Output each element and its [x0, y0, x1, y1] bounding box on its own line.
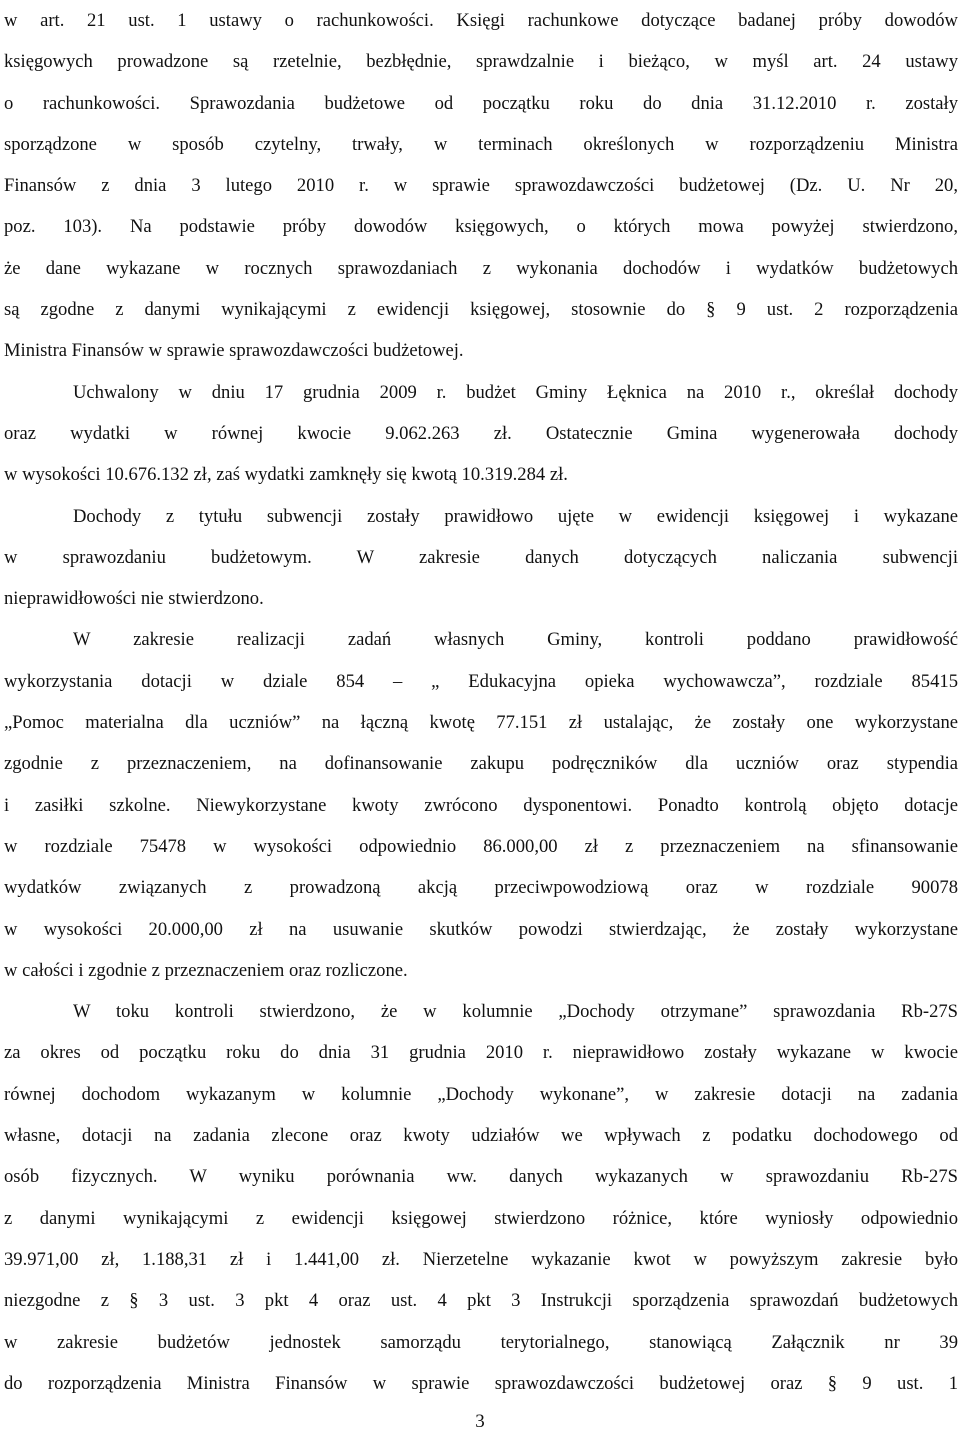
text-line-26: za okres od początku roku do dnia 31 grudnia 2010 r. nieprawidłowo zostały wykazane w kwocie: [4, 1042, 958, 1064]
text-line-15: nieprawidłowości nie stwierdzono.: [4, 588, 264, 610]
text-line-01: w art. 21 ust. 1 ustawy o rachunkowości. Księgi rachunkowe dotyczące badanej próby dowodów: [4, 10, 958, 31]
text-line-04: sporządzone w sposób czytelny, trwały, w terminach określonych w rozporządzeniu Ministra: [4, 133, 958, 155]
text-line-25: W toku kontroli stwierdzono, że w kolumnie „Dochody otrzymane” sprawozdania Rb-27S: [73, 1001, 958, 1023]
text-line-31: 39.971,00 zł, 1.188,31 zł i 1.441,00 zł. Nierzetelne wykazanie kwot w powyższym zakresie było: [4, 1248, 958, 1270]
text-line-21: w rozdziale 75478 w wysokości odpowiednio 86.000,00 zł z przeznaczeniem na sfinansowanie: [4, 835, 958, 857]
text-line-14: w sprawozdaniu budżetowym. W zakresie danych dotyczących naliczania subwencji: [4, 546, 958, 568]
text-line-20: i zasiłki szkolne. Niewykorzystane kwoty zwrócono dysponentowi. Ponadto kontrolą objęto dotacje: [4, 794, 958, 816]
text-line-19: zgodnie z przeznaczeniem, na dofinansowanie zakupu podręczników dla uczniów oraz stypendia: [4, 753, 958, 775]
text-line-02: księgowych prowadzone są rzetelnie, bezbłędnie, sprawdzalnie i bieżąco, w myśl art. 24 ustawy: [4, 51, 958, 73]
text-line-05: Finansów z dnia 3 lutego 2010 r. w sprawie sprawozdawczości budżetowej (Dz. U. Nr 20,: [4, 175, 958, 197]
text-line-28: własne, dotacji na zadania zlecone oraz kwoty udziałów we wpływach z podatku dochodowego od: [4, 1125, 958, 1147]
page-number: 3: [475, 1411, 485, 1432]
text-line-18: „Pomoc materialna dla uczniów” na łączną kwotę 77.151 zł ustalając, że zostały one wykorzystane: [4, 712, 958, 734]
document-page: [4, 0, 958, 1404]
text-line-23: w wysokości 20.000,00 zł na usuwanie skutków powodzi stwierdzając, że zostały wykorzystane: [4, 918, 958, 940]
text-line-33: w zakresie budżetów jednostek samorządu terytorialnego, stanowiącą Załącznik nr 39: [4, 1331, 958, 1353]
text-line-03: o rachunkowości. Sprawozdania budżetowe od początku roku do dnia 31.12.2010 r. zostały: [4, 92, 958, 114]
text-line-24: w całości i zgodnie z przeznaczeniem oraz rozliczone.: [4, 959, 408, 981]
text-line-12: w wysokości 10.676.132 zł, zaś wydatki zamknęły się kwotą 10.319.284 zł.: [4, 464, 568, 486]
text-line-29: osób fizycznych. W wyniku porównania ww. danych wykazanych w sprawozdaniu Rb-27S: [4, 1166, 958, 1188]
text-line-34: do rozporządzenia Ministra Finansów w sprawie sprawozdawczości budżetowej oraz § 9 ust. 1: [4, 1372, 958, 1394]
text-line-09: Ministra Finansów w sprawie sprawozdawczości budżetowej.: [4, 340, 464, 362]
text-line-30: z danymi wynikającymi z ewidencji księgowej stwierdzono różnice, które wyniosły odpowiednio: [4, 1207, 958, 1229]
text-line-27: równej dochodom wykazanym w kolumnie „Dochody wykonane”, w zakresie dotacji na zadania: [4, 1083, 958, 1105]
text-line-08: są zgodne z danymi wynikającymi z ewidencji księgowej, stosownie do § 9 ust. 2 rozporządzenia: [4, 299, 958, 321]
text-line-13: Dochody z tytułu subwencji zostały prawidłowo ujęte w ewidencji księgowej i wykazane: [73, 505, 958, 527]
text-line-17: wykorzystania dotacji w dziale 854 – „ Edukacyjna opieka wychowawcza”, rozdziale 85415: [4, 670, 958, 692]
text-line-22: wydatków związanych z prowadzoną akcją przeciwpowodziową oraz w rozdziale 90078: [4, 877, 958, 899]
text-line-10: Uchwalony w dniu 17 grudnia 2009 r. budżet Gminy Łęknica na 2010 r., określał dochody: [73, 381, 958, 403]
text-line-11: oraz wydatki w równej kwocie 9.062.263 zł. Ostatecznie Gmina wygenerowała dochody: [4, 422, 958, 444]
text-line-32: niezgodne z § 3 ust. 3 pkt 4 oraz ust. 4 pkt 3 Instrukcji sporządzenia sprawozdań budżetowych: [4, 1290, 958, 1312]
text-line-06: poz. 103). Na podstawie próby dowodów księgowych, o których mowa powyżej stwierdzono,: [4, 216, 958, 238]
text-line-16: W zakresie realizacji zadań własnych Gminy, kontroli poddano prawidłowość: [73, 629, 958, 651]
text-line-07: że dane wykazane w rocznych sprawozdaniach z wykonania dochodów i wydatków budżetowych: [4, 257, 958, 279]
